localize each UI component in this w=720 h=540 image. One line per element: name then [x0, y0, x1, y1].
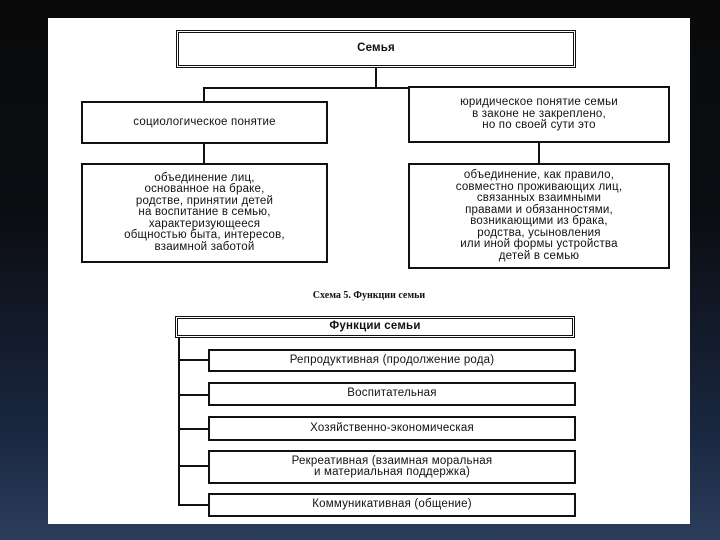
- function-item-2-label: Воспитательная: [347, 387, 437, 400]
- sociological-definition-text: объединение лиц, основанное на браке, родстве, принятии детей на воспитание в семью, характеризующееся общностью быта, интересов, взаимной заботой: [124, 171, 285, 253]
- sociological-definition-box: [81, 163, 328, 263]
- function-item-3-label: Хозяйственно-экономическая: [310, 421, 474, 434]
- connector-right-def: [538, 143, 540, 164]
- sociological-concept-box: [81, 101, 328, 144]
- function-item-1-label: Репродуктивная (продолжение рода): [289, 353, 495, 366]
- function-branch-5: [178, 504, 208, 506]
- legal-definition-box: [408, 163, 670, 269]
- legal-definition-text: объединение, как правило, совместно проживающих лиц, связанных взаимными правами и обязанностями, возникающими из брака, родства, усыновления или иной формы устройства детей в семью: [455, 169, 623, 262]
- connector-left-def: [203, 144, 205, 164]
- function-branch-1: [178, 359, 208, 361]
- scheme-caption: Схема 5. Функции семьи: [312, 290, 426, 301]
- function-branch-4: [178, 465, 208, 467]
- function-item-5: [208, 493, 576, 517]
- function-item-3: [208, 416, 576, 441]
- family-title-box: [176, 30, 576, 68]
- function-branch-2: [178, 394, 208, 396]
- slide-canvas: [48, 18, 690, 524]
- function-item-4: [208, 450, 576, 484]
- function-item-2: [208, 382, 576, 406]
- sociological-concept-label: социологическое понятие: [133, 115, 276, 128]
- function-branch-3: [178, 428, 208, 430]
- legal-concept-label: юридическое понятие семьи в законе не закреплено, но по своей сути это: [460, 96, 618, 132]
- function-item-4-label: Рекреативная (взаимная моральная и материальная поддержка): [291, 454, 493, 478]
- functions-title: Функции семьи: [329, 320, 421, 333]
- functions-spine: [178, 338, 180, 506]
- family-title: Семья: [357, 42, 395, 55]
- function-item-1: [208, 349, 576, 372]
- functions-title-box: [175, 316, 575, 338]
- function-item-5-label: Коммуникативная (общение): [312, 498, 472, 511]
- connector-title-down: [375, 68, 377, 88]
- legal-concept-box: [408, 86, 670, 143]
